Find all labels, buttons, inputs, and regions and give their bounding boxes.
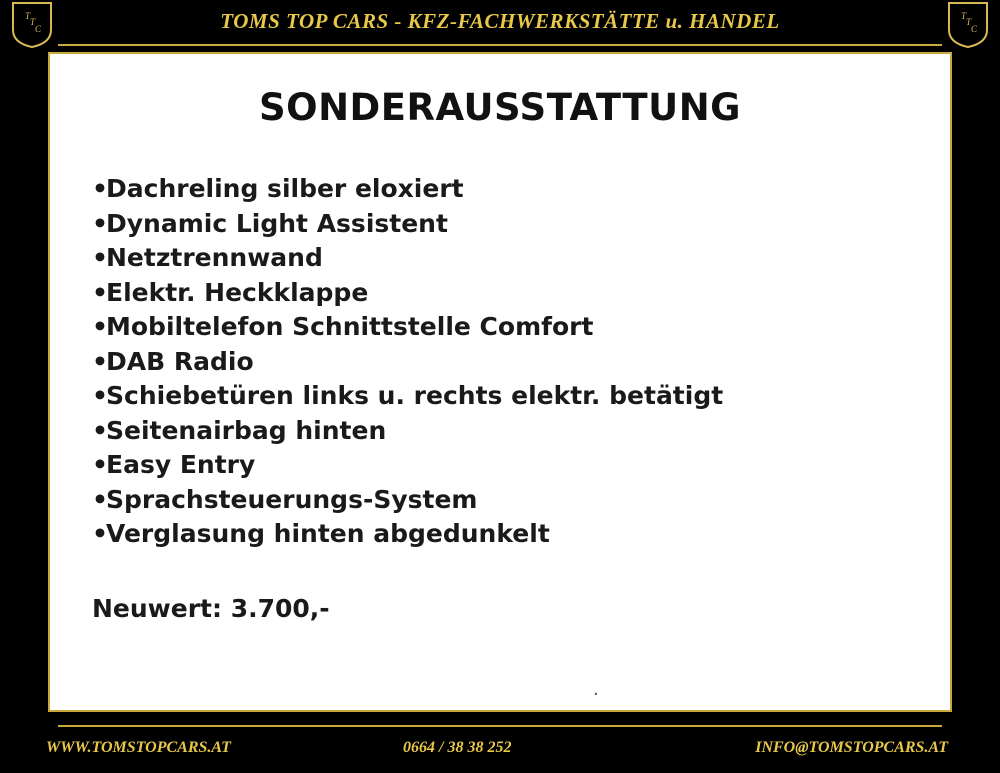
list-item-label: Mobiltelefon Schnittstelle Comfort: [106, 312, 594, 341]
bullet-icon: •: [92, 519, 108, 548]
svg-text:T: T: [966, 17, 972, 27]
company-header-title: TOMS TOP CARS - KFZ-FACHWERKSTÄTTE u. HANDEL: [220, 9, 780, 33]
svg-text:T: T: [961, 11, 967, 21]
bullet-icon: •: [92, 174, 108, 203]
bullet-icon: •: [92, 415, 108, 445]
svg-text:T: T: [25, 11, 31, 21]
list-item: [92, 414, 723, 449]
footer-website[interactable]: WWW.TOMSTOPCARS.AT: [46, 739, 231, 756]
list-item-label: Dynamic Light Assistent: [106, 208, 448, 238]
list-item: [92, 483, 723, 518]
svg-text:C: C: [971, 24, 978, 34]
bullet-icon: •: [92, 243, 108, 272]
bullet-icon: •: [92, 208, 108, 238]
list-item: [92, 276, 723, 311]
svg-text:C: C: [35, 24, 42, 34]
list-item: [92, 379, 723, 414]
page-title: SONDERAUSSTATTUNG: [258, 86, 742, 129]
price-label: Neuwert: 3.700,-: [92, 594, 330, 623]
bullet-icon: •: [92, 450, 108, 479]
shield-logo-icon: [946, 0, 990, 50]
list-item: [92, 448, 723, 483]
list-item-label: Easy Entry: [106, 450, 256, 479]
list-item: [92, 172, 723, 207]
feature-list: [92, 172, 723, 552]
content-card: [48, 52, 952, 712]
header-divider: [58, 44, 942, 46]
bullet-icon: •: [92, 312, 108, 341]
list-item-label: Schiebetüren links u. rechts elektr. betätigt: [106, 381, 724, 410]
footer-bar: [0, 727, 1000, 773]
list-item-label: Netztrennwand: [106, 243, 323, 272]
footer-phone[interactable]: 0664 / 38 38 252: [403, 739, 512, 756]
list-item: [92, 310, 723, 345]
bullet-icon: •: [92, 277, 108, 307]
list-item-label: Elektr. Heckklappe: [106, 277, 369, 307]
logo-left: [10, 0, 54, 50]
stray-dot-mark: .: [593, 679, 599, 700]
list-item: [92, 241, 723, 276]
header-bar: [0, 0, 1000, 48]
list-item-label: DAB Radio: [106, 346, 254, 376]
list-item-label: Seitenairbag hinten: [106, 415, 387, 445]
list-item: [92, 207, 723, 242]
list-item-label: Sprachsteuerungs-System: [106, 484, 478, 514]
svg-text:T: T: [30, 17, 36, 27]
bullet-icon: •: [92, 346, 108, 376]
logo-right: [946, 0, 990, 50]
bullet-icon: •: [92, 484, 108, 514]
list-item-label: Dachreling silber eloxiert: [106, 174, 464, 203]
list-item: [92, 517, 723, 552]
shield-logo-icon: [10, 0, 54, 50]
footer-email[interactable]: INFO@TOMSTOPCARS.AT: [755, 739, 948, 756]
bullet-icon: •: [92, 381, 108, 410]
list-item-label: Verglasung hinten abgedunkelt: [106, 519, 550, 548]
list-item: [92, 345, 723, 380]
